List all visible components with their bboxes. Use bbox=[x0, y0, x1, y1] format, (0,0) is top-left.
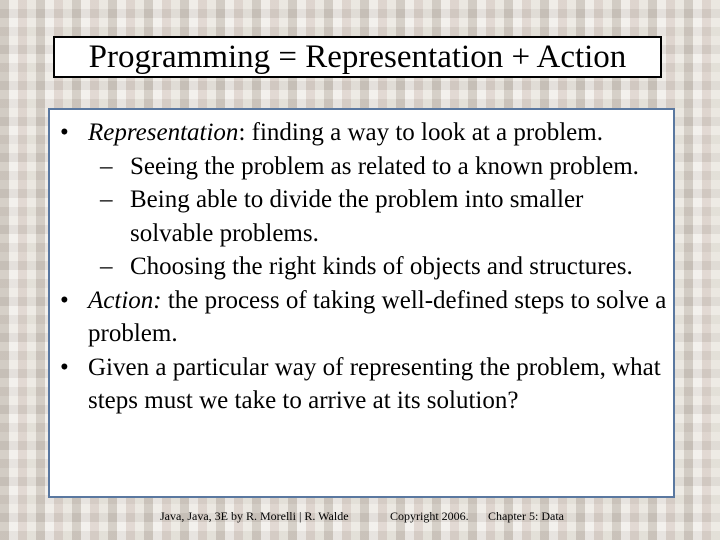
bullet-given: • Given a particular way of representing the problem, what steps must we take to arrive at its solution? bbox=[58, 351, 669, 418]
term-action: Action: bbox=[88, 286, 162, 314]
bullet-text: the process of taking well-defined steps to solve a problem. bbox=[88, 286, 667, 347]
footer-chapter: Chapter 5: Data bbox=[488, 509, 564, 523]
footer-credit: Java, Java, 3E by R. Morelli | R. Walde bbox=[160, 509, 349, 523]
content-box bbox=[48, 108, 675, 498]
term-representation: Representation bbox=[88, 119, 239, 146]
bullet-list bbox=[58, 116, 669, 418]
bullet-action bbox=[58, 284, 669, 351]
sub-bullet-choosing: – Choosing the right kinds of objects and structures. bbox=[58, 250, 669, 284]
bullet-text: : finding a way to look at a problem. bbox=[238, 119, 603, 146]
slide-title: Programming = Representation + Action bbox=[53, 36, 662, 78]
slide-footer bbox=[160, 509, 620, 523]
sub-bullet-seeing: – Seeing the problem as related to a known problem. bbox=[58, 150, 669, 184]
sub-bullet-dividing: – Being able to divide the problem into smaller solvable problems. bbox=[58, 183, 669, 250]
bullet-representation bbox=[58, 116, 669, 150]
footer-copyright: Copyright 2006. bbox=[390, 509, 469, 523]
